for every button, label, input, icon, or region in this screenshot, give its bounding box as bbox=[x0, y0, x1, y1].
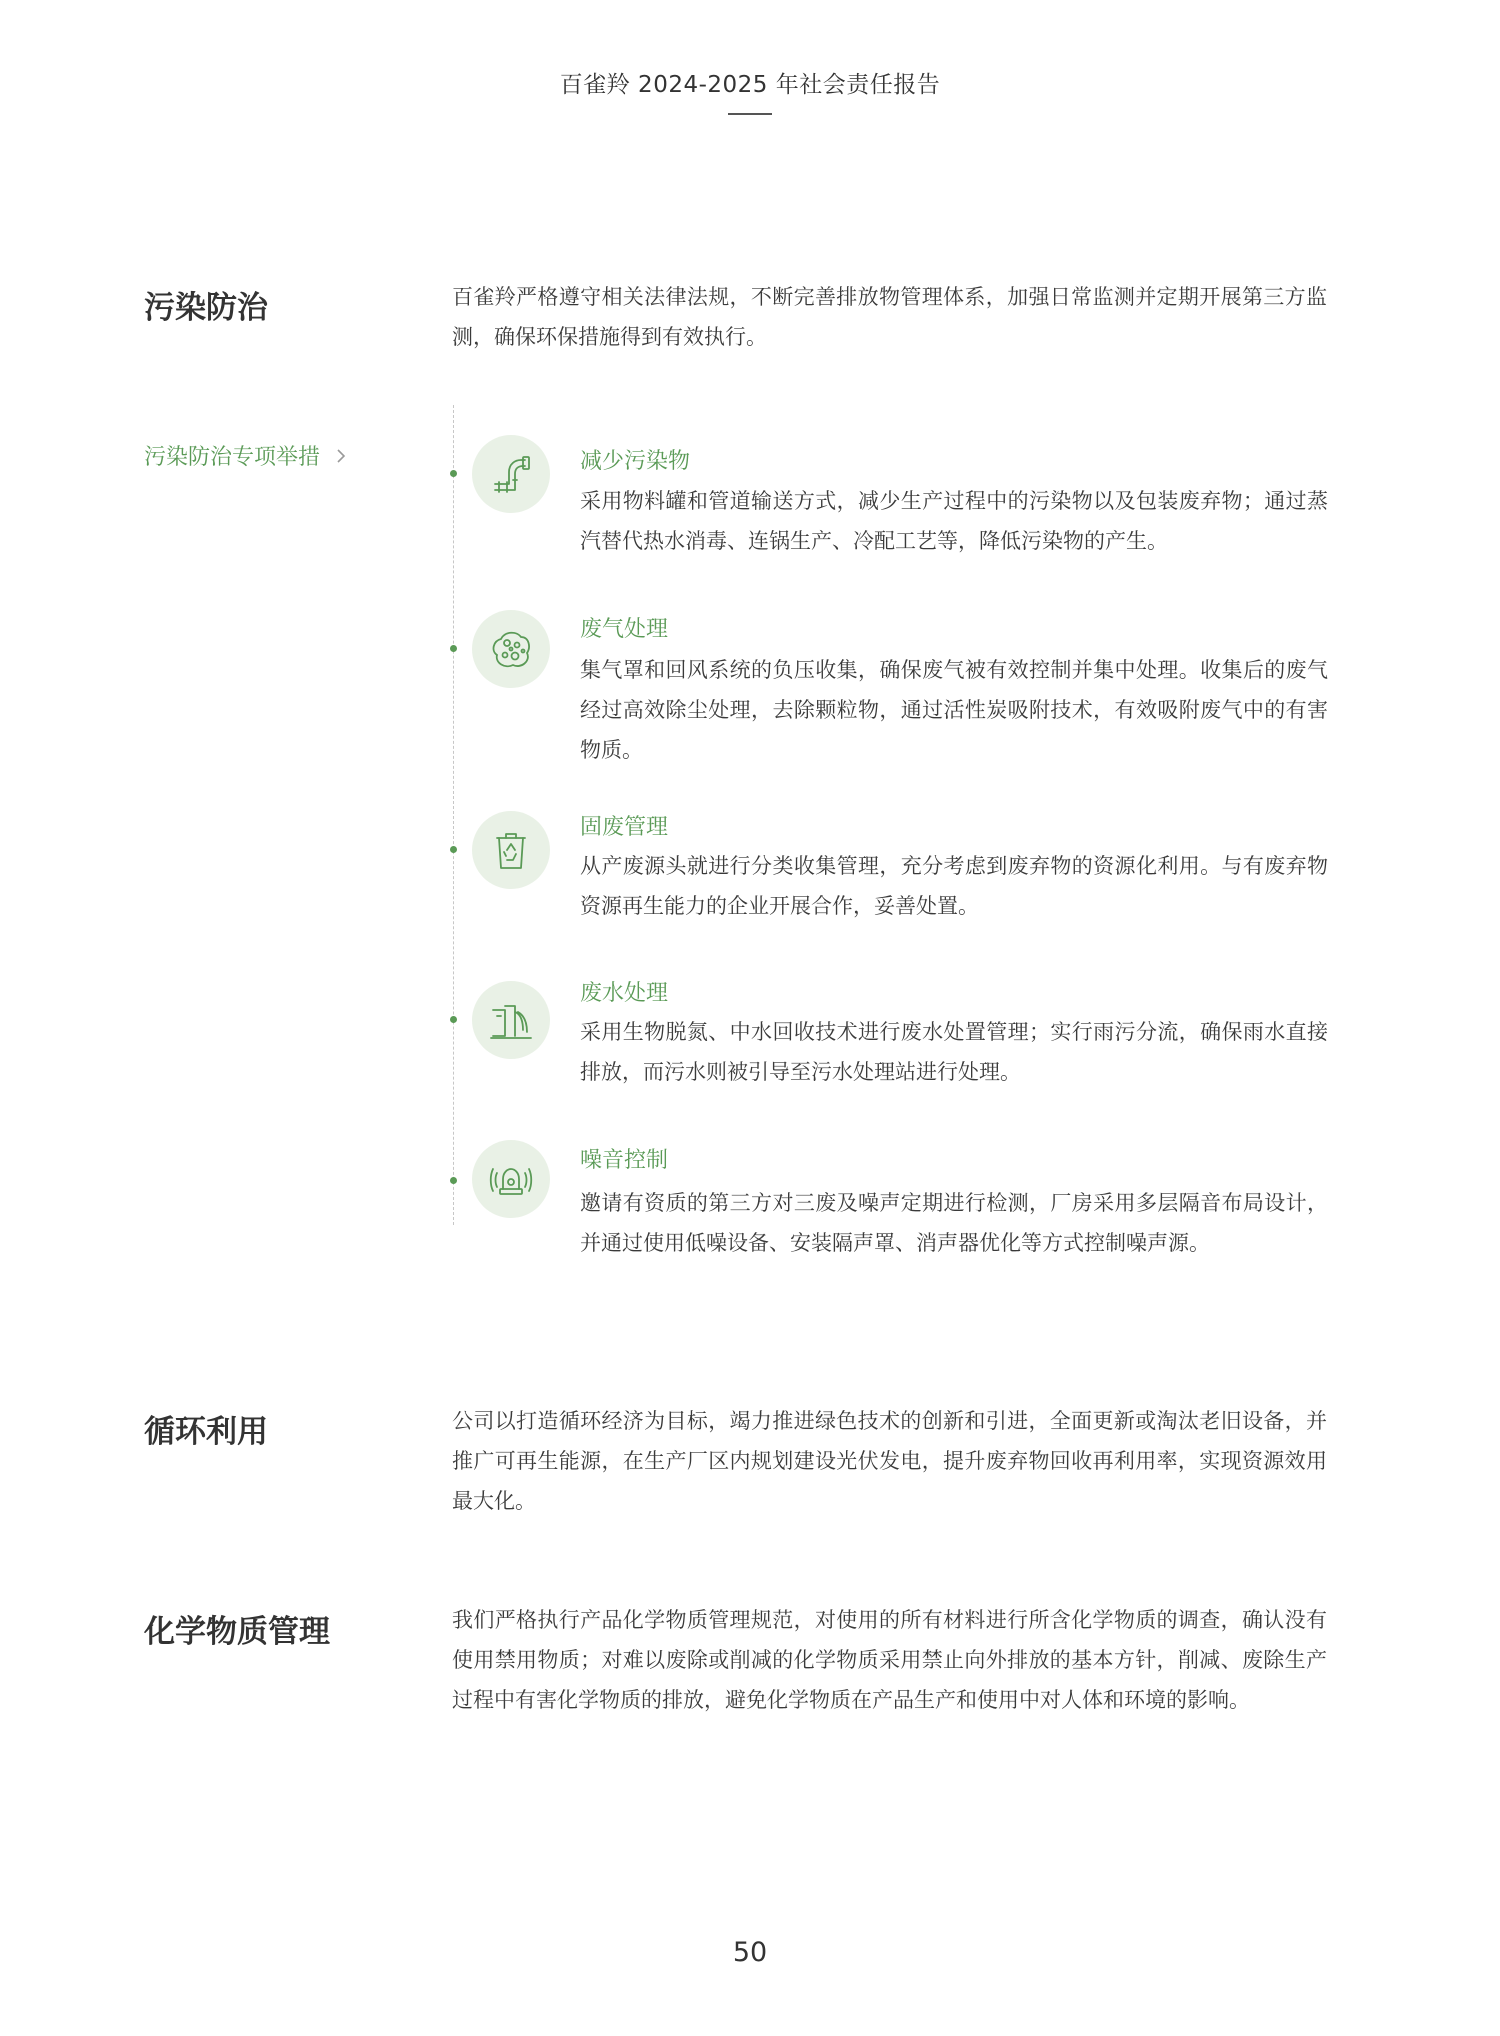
particles-icon bbox=[487, 625, 535, 673]
section-heading-recycling: 循环利用 bbox=[144, 1414, 268, 1450]
measure-desc: 采用生物脱氮、中水回收技术进行废水处置管理；实行雨污分流，确保雨水直接排放，而污水则被引导至污水处理站进行处理。 bbox=[580, 1020, 1328, 1084]
measure-title: 噪音控制 bbox=[580, 1148, 669, 1173]
measure-icon-circle bbox=[472, 1140, 550, 1218]
section-body-pollution: 百雀羚严格遵守相关法律法规，不断完善排放物管理体系，加强日常监测并定期开展第三方监测，确保环保措施得到有效执行。 bbox=[452, 285, 1327, 349]
page-number: 50 bbox=[732, 1937, 768, 1968]
measures-label-text: 污染防治专项举措 bbox=[144, 445, 321, 470]
timeline-dot bbox=[450, 846, 457, 853]
measure-desc: 从产废源头就进行分类收集管理，充分考虑到废弃物的资源化利用。与有废弃物资源再生能力的企业开展合作，妥善处置。 bbox=[580, 854, 1328, 918]
timeline-dot bbox=[450, 1016, 457, 1023]
measures-label bbox=[144, 440, 347, 471]
timeline-dot bbox=[450, 470, 457, 477]
pipe-icon bbox=[487, 450, 535, 498]
header-divider bbox=[728, 113, 772, 115]
timeline-dot bbox=[450, 645, 457, 652]
section-heading-pollution: 污染防治 bbox=[144, 290, 268, 326]
measure-title: 废水处理 bbox=[580, 981, 669, 1006]
alarm-light-icon bbox=[487, 1155, 535, 1203]
section-body-chemicals: 我们严格执行产品化学物质管理规范，对使用的所有材料进行所含化学物质的调查，确认没有使用禁用物质；对难以废除或削减的化学物质采用禁止向外排放的基本方针，削减、废除生产过程中有害化学物质的排放，避免化学物质在产品生产和使用中对人体和环境的影响。 bbox=[452, 1608, 1327, 1712]
measure-icon-circle bbox=[472, 981, 550, 1059]
recycle-bin-icon bbox=[487, 826, 535, 874]
measure-icon-circle bbox=[472, 610, 550, 688]
measure-desc: 集气罩和回风系统的负压收集，确保废气被有效控制并集中处理。收集后的废气经过高效除尘处理，去除颗粒物，通过活性炭吸附技术，有效吸附废气中的有害物质。 bbox=[580, 658, 1328, 762]
report-title: 百雀羚 2024-2025 年社会责任报告 bbox=[559, 72, 941, 98]
timeline-dot bbox=[450, 1177, 457, 1184]
timeline-line bbox=[453, 405, 454, 1225]
section-heading-chemicals: 化学物质管理 bbox=[144, 1614, 330, 1650]
wastewater-icon bbox=[487, 996, 535, 1044]
measure-title: 减少污染物 bbox=[580, 449, 691, 474]
chevron-right-icon bbox=[335, 447, 347, 465]
measure-title: 废气处理 bbox=[580, 617, 669, 642]
section-body-recycling: 公司以打造循环经济为目标，竭力推进绿色技术的创新和引进，全面更新或淘汰老旧设备，并推广可再生能源，在生产厂区内规划建设光伏发电，提升废弃物回收再利用率，实现资源效用最大化。 bbox=[452, 1409, 1327, 1513]
measure-icon-circle bbox=[472, 435, 550, 513]
page-header bbox=[0, 66, 1500, 115]
measure-desc: 邀请有资质的第三方对三废及噪声定期进行检测，厂房采用多层隔音布局设计，并通过使用低噪设备、安装隔声罩、消声器优化等方式控制噪声源。 bbox=[580, 1191, 1328, 1255]
measure-desc: 采用物料罐和管道输送方式，减少生产过程中的污染物以及包装废弃物；通过蒸汽替代热水消毒、连锅生产、冷配工艺等，降低污染物的产生。 bbox=[580, 489, 1328, 553]
measure-title: 固废管理 bbox=[580, 815, 669, 840]
measure-icon-circle bbox=[472, 811, 550, 889]
